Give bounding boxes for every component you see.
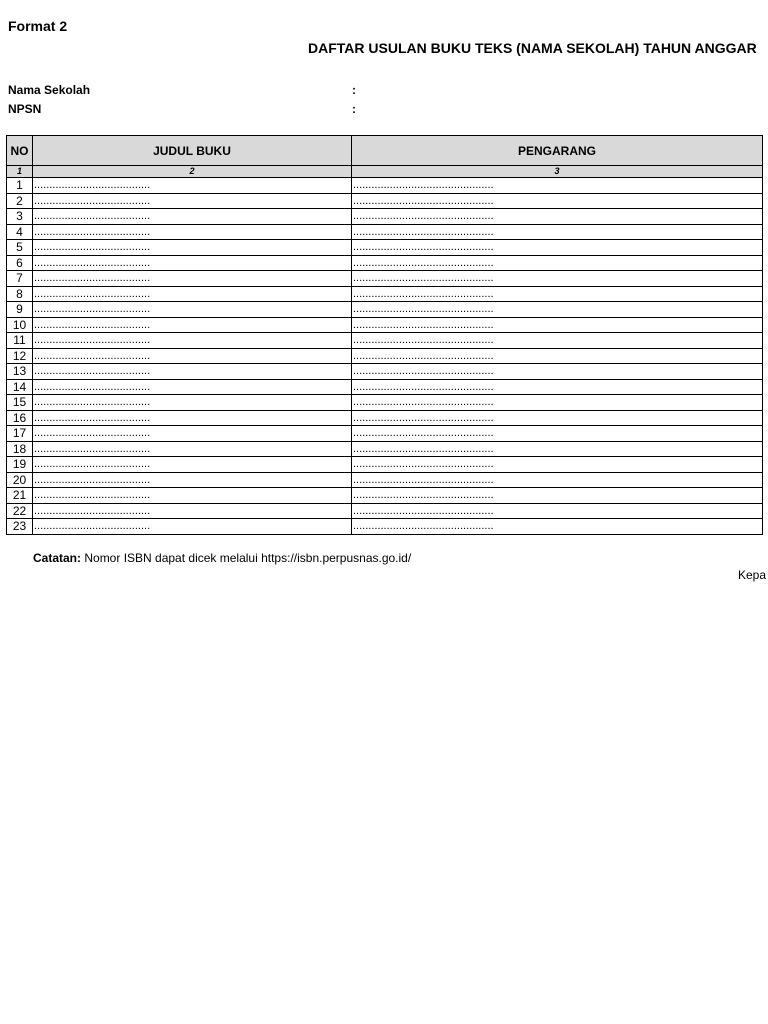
note — [33, 551, 411, 565]
table-row — [7, 178, 763, 194]
table-row — [7, 209, 763, 225]
row-number: 4 — [7, 224, 33, 240]
column-number-no: 1 — [7, 166, 33, 178]
row-number: 7 — [7, 271, 33, 287]
table-row — [7, 426, 763, 442]
table-row — [7, 395, 763, 411]
row-number: 18 — [7, 441, 33, 457]
npsn-row — [8, 102, 356, 116]
row-number: 2 — [7, 193, 33, 209]
row-number: 15 — [7, 395, 33, 411]
pengarang-cell: .............................................. — [352, 286, 763, 302]
pengarang-cell: .............................................. — [352, 348, 763, 364]
table-row — [7, 410, 763, 426]
row-number: 9 — [7, 302, 33, 318]
table-row — [7, 317, 763, 333]
table-row — [7, 441, 763, 457]
table-row — [7, 364, 763, 380]
pengarang-cell: .............................................. — [352, 472, 763, 488]
row-number: 8 — [7, 286, 33, 302]
pengarang-cell: .............................................. — [352, 426, 763, 442]
judul-buku-cell: ...................................... — [33, 457, 352, 473]
judul-buku-cell: ...................................... — [33, 441, 352, 457]
pengarang-cell: .............................................. — [352, 271, 763, 287]
header-judul-buku: JUDUL BUKU — [33, 136, 352, 166]
judul-buku-cell: ...................................... — [33, 333, 352, 349]
judul-buku-cell: ...................................... — [33, 209, 352, 225]
pengarang-cell: .............................................. — [352, 379, 763, 395]
document-title: DAFTAR USULAN BUKU TEKS (NAMA SEKOLAH) TAHUN ANGGAR — [308, 40, 757, 56]
pengarang-cell: .............................................. — [352, 503, 763, 519]
npsn-label: NPSN — [8, 102, 42, 116]
school-name-label: Nama Sekolah — [8, 83, 91, 97]
table-row — [7, 472, 763, 488]
note-text: Nomor ISBN dapat dicek melalui https://isbn.perpusnas.go.id/ — [81, 551, 412, 565]
column-number-row — [7, 166, 763, 178]
header-no: NO — [7, 136, 33, 166]
pengarang-cell: .............................................. — [352, 240, 763, 256]
table-row — [7, 503, 763, 519]
column-number-judul: 2 — [33, 166, 352, 178]
row-number: 6 — [7, 255, 33, 271]
pengarang-cell: .............................................. — [352, 193, 763, 209]
table-row — [7, 488, 763, 504]
pengarang-cell: .............................................. — [352, 395, 763, 411]
judul-buku-cell: ...................................... — [33, 519, 352, 535]
judul-buku-cell: ...................................... — [33, 193, 352, 209]
judul-buku-cell: ...................................... — [33, 488, 352, 504]
judul-buku-cell: ...................................... — [33, 255, 352, 271]
pengarang-cell: .............................................. — [352, 209, 763, 225]
judul-buku-cell: ...................................... — [33, 286, 352, 302]
pengarang-cell: .............................................. — [352, 333, 763, 349]
table-row — [7, 333, 763, 349]
table-row — [7, 286, 763, 302]
npsn-colon: : — [352, 102, 356, 116]
judul-buku-cell: ...................................... — [33, 178, 352, 194]
row-number: 5 — [7, 240, 33, 256]
row-number: 17 — [7, 426, 33, 442]
judul-buku-cell: ...................................... — [33, 426, 352, 442]
judul-buku-cell: ...................................... — [33, 271, 352, 287]
note-label: Catatan: — [33, 551, 82, 565]
table-row — [7, 302, 763, 318]
row-number: 22 — [7, 503, 33, 519]
table-row — [7, 193, 763, 209]
judul-buku-cell: ...................................... — [33, 348, 352, 364]
row-number: 12 — [7, 348, 33, 364]
table-row — [7, 271, 763, 287]
school-name-colon: : — [352, 83, 356, 97]
table-header-row — [7, 136, 763, 166]
row-number: 19 — [7, 457, 33, 473]
judul-buku-cell: ...................................... — [33, 240, 352, 256]
row-number: 10 — [7, 317, 33, 333]
pengarang-cell: .............................................. — [352, 255, 763, 271]
pengarang-cell: .............................................. — [352, 317, 763, 333]
row-number: 20 — [7, 472, 33, 488]
table-row — [7, 255, 763, 271]
table-body — [7, 178, 763, 535]
judul-buku-cell: ...................................... — [33, 379, 352, 395]
book-list-table — [6, 135, 763, 535]
signature-label: Kepa — [738, 568, 767, 582]
judul-buku-cell: ...................................... — [33, 410, 352, 426]
pengarang-cell: .............................................. — [352, 178, 763, 194]
table-row — [7, 457, 763, 473]
table-row — [7, 348, 763, 364]
format-label: Format 2 — [8, 18, 68, 34]
judul-buku-cell: ...................................... — [33, 503, 352, 519]
judul-buku-cell: ...................................... — [33, 395, 352, 411]
judul-buku-cell: ...................................... — [33, 364, 352, 380]
table-row — [7, 224, 763, 240]
judul-buku-cell: ...................................... — [33, 224, 352, 240]
column-number-pengarang: 3 — [352, 166, 763, 178]
pengarang-cell: .............................................. — [352, 457, 763, 473]
pengarang-cell: .............................................. — [352, 441, 763, 457]
header-pengarang: PENGARANG — [352, 136, 763, 166]
pengarang-cell: .............................................. — [352, 410, 763, 426]
row-number: 3 — [7, 209, 33, 225]
pengarang-cell: .............................................. — [352, 302, 763, 318]
pengarang-cell: .............................................. — [352, 364, 763, 380]
pengarang-cell: .............................................. — [352, 488, 763, 504]
row-number: 14 — [7, 379, 33, 395]
judul-buku-cell: ...................................... — [33, 472, 352, 488]
school-name-row — [8, 83, 356, 97]
judul-buku-cell: ...................................... — [33, 317, 352, 333]
judul-buku-cell: ...................................... — [33, 302, 352, 318]
table-row — [7, 240, 763, 256]
row-number: 13 — [7, 364, 33, 380]
row-number: 1 — [7, 178, 33, 194]
row-number: 23 — [7, 519, 33, 535]
row-number: 16 — [7, 410, 33, 426]
row-number: 21 — [7, 488, 33, 504]
pengarang-cell: .............................................. — [352, 519, 763, 535]
table-row — [7, 519, 763, 535]
row-number: 11 — [7, 333, 33, 349]
table-row — [7, 379, 763, 395]
pengarang-cell: .............................................. — [352, 224, 763, 240]
